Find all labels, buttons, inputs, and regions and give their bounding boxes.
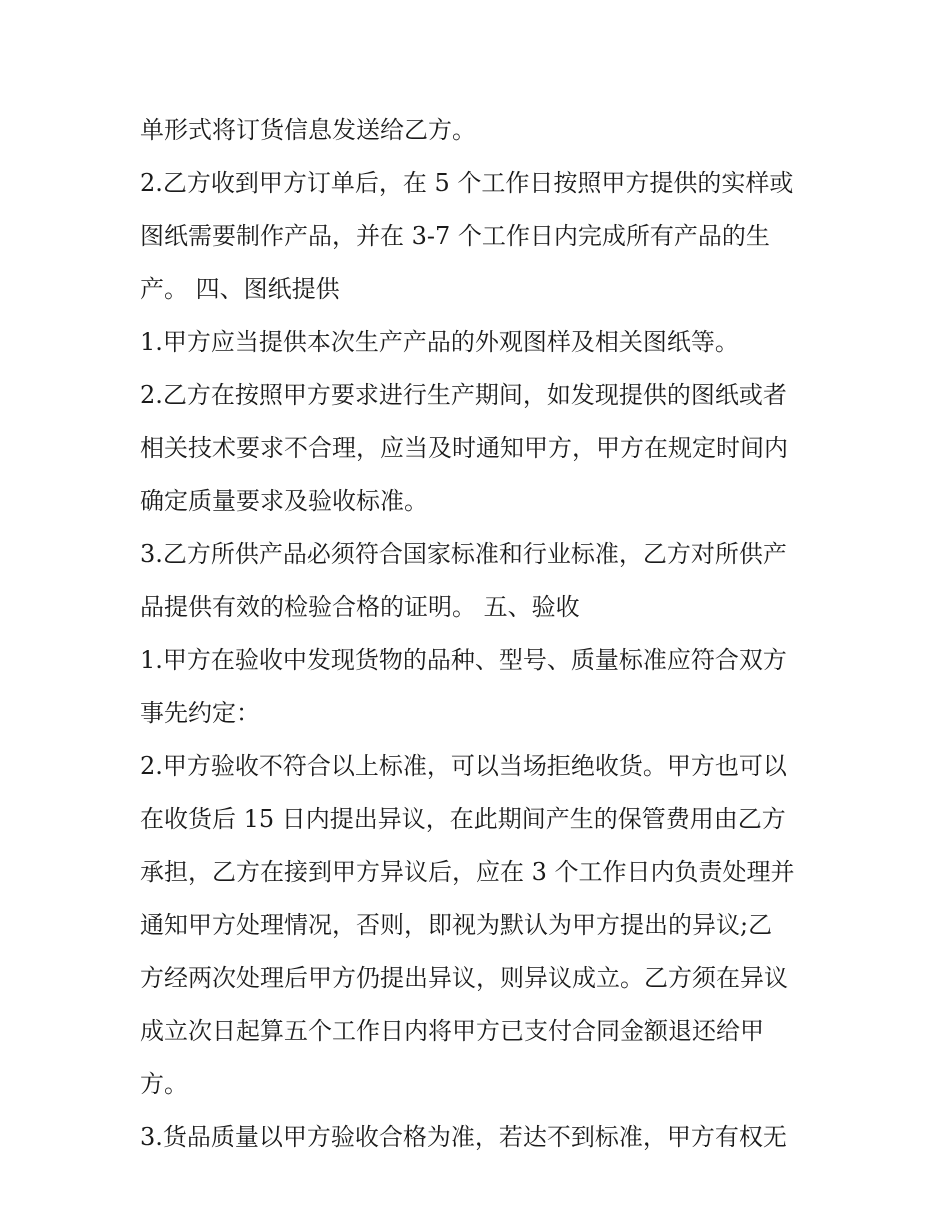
text-line: 方。 [140,1070,188,1098]
text-line: 2.乙方收到甲方订单后，在 5 个工作日按照甲方提供的实样或 [140,169,794,197]
text-line: 承担，乙方在接到甲方异议后，应在 3 个工作日内负责处理并 [140,858,795,886]
text-line: 1.甲方在验收中发现货物的品种、型号、质量标准应符合双方 [140,646,787,674]
text-line: 相关技术要求不合理，应当及时通知甲方，甲方在规定时间内 [140,434,788,462]
text-line: 产。 四、图纸提供 [140,275,340,303]
text-line: 确定质量要求及验收标准。 [140,487,428,515]
text-line: 通知甲方处理情况，否则，即视为默认为甲方提出的异议;乙 [140,911,773,939]
text-line: 在收货后 15 日内提出异议，在此期间产生的保管费用由乙方 [140,805,786,833]
text-line: 2.甲方验收不符合以上标准，可以当场拒绝收货。甲方也可以 [140,752,787,780]
text-line: 品提供有效的检验合格的证明。 五、验收 [140,593,580,621]
text-line: 2.乙方在按照甲方要求进行生产期间，如发现提供的图纸或者 [140,381,787,409]
text-line: 3.货品质量以甲方验收合格为准，若达不到标准，甲方有权无 [140,1123,787,1151]
text-line: 事先约定： [140,699,260,727]
text-line: 图纸需要制作产品，并在 3-7 个工作日内完成所有产品的生 [140,222,770,250]
text-line: 1.甲方应当提供本次生产产品的外观图样及相关图纸等。 [140,328,739,356]
text-line: 单形式将订货信息发送给乙方。 [140,116,476,144]
text-line: 3.乙方所供产品必须符合国家标准和行业标准，乙方对所供产 [140,540,787,568]
text-line: 成立次日起算五个工作日内将甲方已支付合同金额退还给甲 [140,1017,764,1045]
contract-text [140,104,830,1164]
text-line: 方经两次处理后甲方仍提出异议，则异议成立。乙方须在异议 [140,964,788,992]
